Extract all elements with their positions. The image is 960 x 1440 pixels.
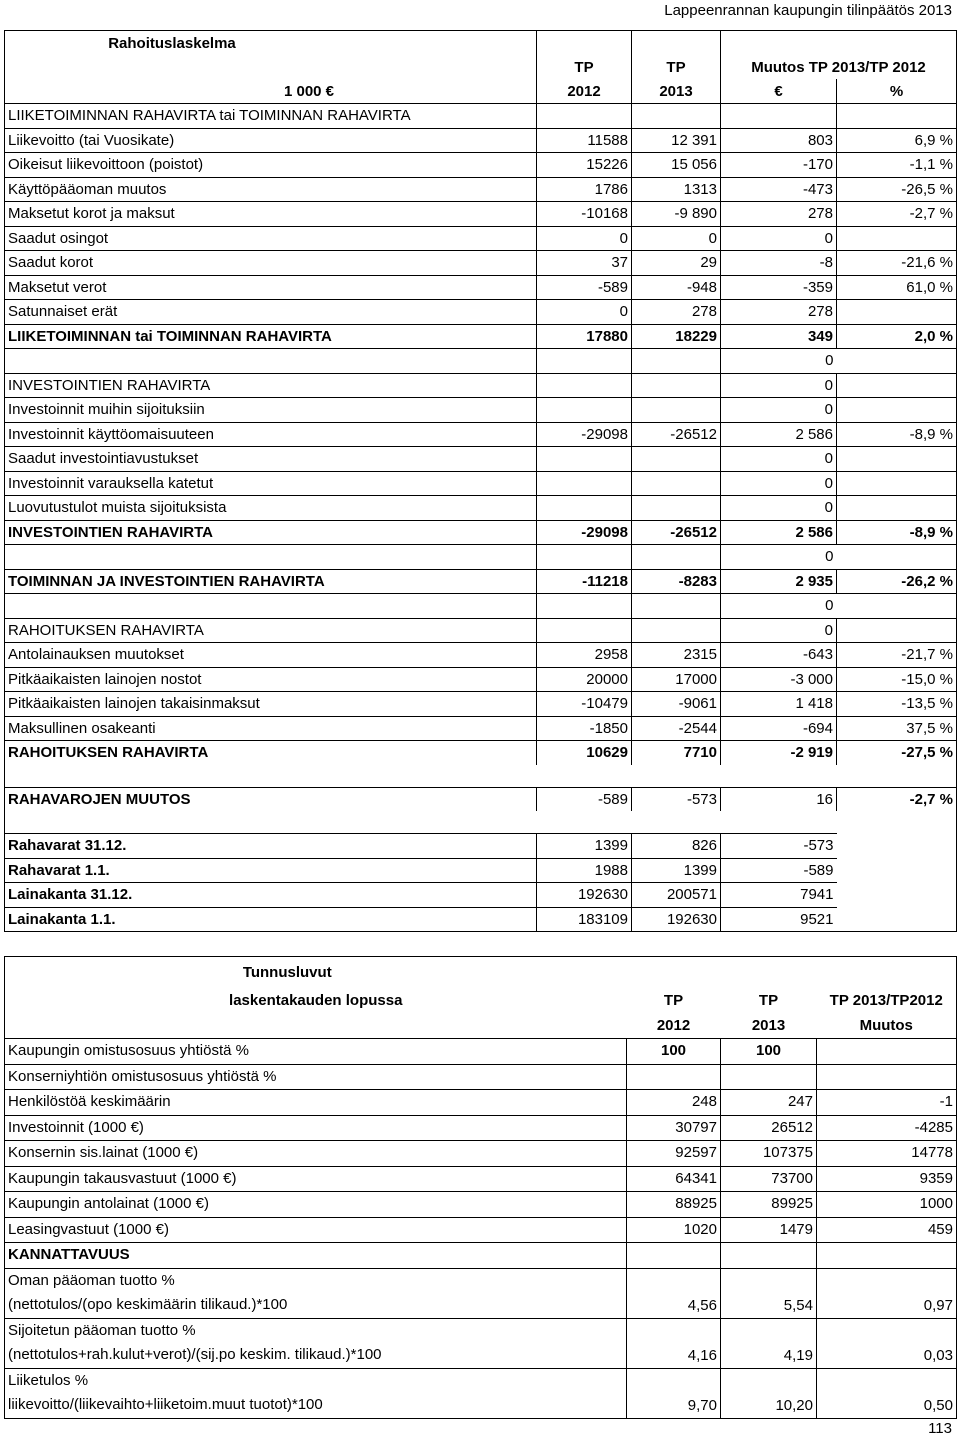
cell-v2012: -10479 [537, 692, 632, 717]
ratio-label: Konsernin sis.lainat (1000 €) [5, 1141, 627, 1167]
ratio-v2013: 100 [721, 1039, 817, 1065]
ratio-chg [817, 1064, 957, 1090]
ratio-v2012: 9,70 [627, 1368, 721, 1418]
cash-flow-row [5, 398, 957, 423]
row-label: Oikeisut liikevoittoon (poistot) [5, 153, 537, 178]
ratio-label: Kaupungin antolainat (1000 €) [5, 1192, 627, 1218]
ratio-label [5, 1268, 627, 1318]
cell-v2013: -9061 [632, 692, 721, 717]
cell-chg [721, 104, 837, 129]
col-tp-2013: TP [632, 55, 721, 79]
cell-chg: 278 [721, 202, 837, 227]
ratio-chg [817, 1243, 957, 1269]
ratio-row [5, 1090, 957, 1116]
ratio-label-line1: Sijoitetun pääoman tuotto % [8, 1321, 196, 1339]
cash-flow-row [5, 104, 957, 129]
ratio-row [5, 1064, 957, 1090]
cell-pct [837, 398, 957, 423]
cell-v2012 [537, 618, 632, 643]
ratio-chg: 0,97 [817, 1268, 957, 1318]
cell-v2012 [537, 104, 632, 129]
cell-pct: -2,7 % [837, 787, 957, 811]
cell-v2013: 2315 [632, 643, 721, 668]
cell-v2012: -11218 [537, 569, 632, 594]
cell-v2012 [537, 545, 632, 570]
cell-v2012: 192630 [537, 883, 632, 908]
cell-v2012: -589 [537, 275, 632, 300]
cash-flow-row [5, 834, 957, 859]
cell-v2013: 12 391 [632, 128, 721, 153]
ratios-change-header: TP 2013/TP2012 [829, 992, 943, 1010]
cell-chg: 1 418 [721, 692, 837, 717]
ratio-v2013: 4,19 [721, 1318, 817, 1368]
cash-flow-row [5, 741, 957, 765]
cell-v2012: -1850 [537, 716, 632, 741]
ratio-row [5, 1243, 957, 1269]
cell-v2013: -26512 [632, 422, 721, 447]
ratio-v2013: 247 [721, 1090, 817, 1116]
cell-v2013: -8283 [632, 569, 721, 594]
row-label [5, 811, 537, 834]
cell-pct [837, 226, 957, 251]
ratio-chg: 9359 [817, 1166, 957, 1192]
year-2013: 2013 [632, 79, 721, 104]
cell-v2012 [537, 447, 632, 472]
cell-v2013 [632, 373, 721, 398]
cell-pct: -26,2 % [837, 569, 957, 594]
row-label: Rahavarat 1.1. [5, 858, 537, 883]
row-label: Investoinnit varauksella katetut [5, 471, 537, 496]
cell-v2012: 17880 [537, 324, 632, 349]
cell-pct: -8,9 % [837, 520, 957, 545]
ratio-chg [817, 1039, 957, 1065]
ratio-label: Kaupungin omistusosuus yhtiöstä % [5, 1039, 627, 1065]
eur-header: € [721, 79, 837, 104]
cell-v2013: -948 [632, 275, 721, 300]
cash-flow-row [5, 858, 957, 883]
ratio-formula: (nettotulos+rah.kulut+verot)/(sij.po keskim. tilikaud.)*100 [8, 1346, 382, 1363]
cell-chg: 0 [721, 398, 837, 423]
cell-chg: 0 [721, 618, 837, 643]
cell-pct: -27,5 % [837, 741, 957, 765]
cash-flow-row [5, 787, 957, 811]
cell-pct [837, 811, 957, 834]
pct-header: % [837, 79, 957, 104]
row-label: Investoinnit käyttöomaisuuteen [5, 422, 537, 447]
cell-pct [837, 471, 957, 496]
cell-chg: 9521 [721, 907, 837, 932]
cell-pct: 6,9 % [837, 128, 957, 153]
cell-pct [837, 883, 957, 908]
ratio-v2013: 5,54 [721, 1268, 817, 1318]
cell-pct [837, 858, 957, 883]
ratio-v2012: 64341 [627, 1166, 721, 1192]
cell-v2012 [537, 373, 632, 398]
ratio-v2012 [627, 1243, 721, 1269]
ratio-row [5, 1166, 957, 1192]
cash-flow-row [5, 447, 957, 472]
ratio-v2013: 73700 [721, 1166, 817, 1192]
cell-pct [837, 496, 957, 521]
cell-v2012: 37 [537, 251, 632, 276]
cell-chg: 0 [721, 594, 837, 619]
year-2012: 2012 [537, 79, 632, 104]
cell-chg: -170 [721, 153, 837, 178]
cash-flow-row [5, 349, 957, 374]
ratio-row [5, 1192, 957, 1218]
ratio-row [5, 1141, 957, 1167]
cell-pct: -8,9 % [837, 422, 957, 447]
cell-v2012: 0 [537, 300, 632, 325]
cell-v2013 [632, 545, 721, 570]
ratio-v2012: 4,16 [627, 1318, 721, 1368]
ratio-label-line1: Liiketulos % [8, 1371, 89, 1389]
row-label: Rahavarat 31.12. [5, 834, 537, 859]
row-label: Saadut korot [5, 251, 537, 276]
cell-v2013: 1399 [632, 858, 721, 883]
cell-chg: 16 [721, 787, 837, 811]
cell-pct: -1,1 % [837, 153, 957, 178]
cash-flow-row [5, 496, 957, 521]
page-header: Lappeenrannan kaupungin tilinpäätös 2013 [664, 2, 952, 19]
cash-flow-row [5, 153, 957, 178]
cell-v2013: 278 [632, 300, 721, 325]
ratio-v2012: 248 [627, 1090, 721, 1116]
row-label [5, 594, 537, 619]
cell-v2013 [632, 349, 721, 374]
cell-v2013: 7710 [632, 741, 721, 765]
ratio-label: Henkilöstöä keskimäärin [5, 1090, 627, 1116]
row-label: Luovutustulot muista sijoituksista [5, 496, 537, 521]
cell-chg: 803 [721, 128, 837, 153]
cell-v2012: 1399 [537, 834, 632, 859]
cell-chg: 2 935 [721, 569, 837, 594]
ratio-label: Investoinnit (1000 €) [5, 1115, 627, 1141]
ratio-label: Konserniyhtiön omistusosuus yhtiöstä % [5, 1064, 627, 1090]
ratio-v2012: 88925 [627, 1192, 721, 1218]
row-label: INVESTOINTIEN RAHAVIRTA [5, 373, 537, 398]
cell-pct [837, 373, 957, 398]
cell-v2012: 1786 [537, 177, 632, 202]
cash-flow-row [5, 765, 957, 788]
ratios-table [4, 956, 957, 1419]
ratio-row [5, 1039, 957, 1065]
cell-v2013 [632, 618, 721, 643]
cell-chg: 2 586 [721, 422, 837, 447]
cell-v2012 [537, 349, 632, 374]
ratio-label [5, 1318, 627, 1368]
ratios-year-2012: 2012 [656, 1016, 691, 1034]
cell-pct [837, 349, 957, 374]
cell-v2013: 0 [632, 226, 721, 251]
ratio-chg: 14778 [817, 1141, 957, 1167]
cash-flow-row [5, 422, 957, 447]
cash-flow-table [4, 30, 957, 932]
cell-chg: 0 [721, 471, 837, 496]
cell-v2012: 11588 [537, 128, 632, 153]
ratios-title: Tunnusluvut [242, 964, 332, 981]
cell-chg: 0 [721, 496, 837, 521]
ratio-label: Leasingvastuut (1000 €) [5, 1217, 627, 1243]
cash-flow-row [5, 226, 957, 251]
cash-flow-row [5, 811, 957, 834]
cell-v2013: -9 890 [632, 202, 721, 227]
cell-chg: 0 [721, 373, 837, 398]
cell-chg: -589 [721, 858, 837, 883]
cell-chg: 0 [721, 447, 837, 472]
row-label: RAHOITUKSEN RAHAVIRTA [5, 618, 537, 643]
row-label: Pitkäaikaisten lainojen takaisinmaksut [5, 692, 537, 717]
cell-pct: -26,5 % [837, 177, 957, 202]
cell-chg [721, 765, 837, 788]
ratio-v2013: 26512 [721, 1115, 817, 1141]
cell-v2013: 1313 [632, 177, 721, 202]
cell-v2012 [537, 765, 632, 788]
cell-chg: -8 [721, 251, 837, 276]
cash-flow-row [5, 520, 957, 545]
ratios-change-sub: Muutos [859, 1016, 913, 1034]
cell-v2013 [632, 765, 721, 788]
row-label: LIIKETOIMINNAN tai TOIMINNAN RAHAVIRTA [5, 324, 537, 349]
cell-v2013: 17000 [632, 667, 721, 692]
cell-v2013 [632, 811, 721, 834]
cell-pct [837, 594, 957, 619]
cell-chg: -573 [721, 834, 837, 859]
cash-flow-row [5, 177, 957, 202]
cash-flow-row [5, 883, 957, 908]
cell-chg: 0 [721, 226, 837, 251]
cash-flow-row [5, 692, 957, 717]
cash-flow-row [5, 667, 957, 692]
row-label [5, 765, 537, 788]
cell-v2013: 826 [632, 834, 721, 859]
cell-pct: -2,7 % [837, 202, 957, 227]
cell-v2012: 10629 [537, 741, 632, 765]
cell-v2013 [632, 471, 721, 496]
unit-label: 1 000 € [283, 82, 335, 100]
cash-flow-row [5, 300, 957, 325]
ratio-v2013: 1479 [721, 1217, 817, 1243]
cell-chg: 349 [721, 324, 837, 349]
cell-v2013 [632, 447, 721, 472]
cell-chg: -359 [721, 275, 837, 300]
cell-v2012 [537, 471, 632, 496]
cell-pct: -15,0 % [837, 667, 957, 692]
cell-pct [837, 545, 957, 570]
row-label: Investoinnit muihin sijoituksiin [5, 398, 537, 423]
cash-flow-row [5, 324, 957, 349]
cell-pct: -13,5 % [837, 692, 957, 717]
cell-pct [837, 765, 957, 788]
ratio-formula: (nettotulos/(opo keskimäärin tilikaud.)*100 [8, 1296, 288, 1313]
cell-chg: -473 [721, 177, 837, 202]
cash-flow-row [5, 275, 957, 300]
cell-v2013 [632, 398, 721, 423]
page-number: 113 [928, 1420, 952, 1437]
cell-chg: 0 [721, 349, 837, 374]
row-label: Saadut investointiavustukset [5, 447, 537, 472]
col-tp-2012: TP [537, 55, 632, 79]
cell-v2012: -29098 [537, 422, 632, 447]
cell-v2012 [537, 811, 632, 834]
row-label: Lainakanta 1.1. [5, 907, 537, 932]
row-label: Lainakanta 31.12. [5, 883, 537, 908]
ratio-formula: liikevoitto/(liikevaihto+liiketoim.muut tuotot)*100 [8, 1396, 323, 1413]
cell-v2012: -10168 [537, 202, 632, 227]
cash-flow-row [5, 251, 957, 276]
cell-v2012: 0 [537, 226, 632, 251]
cell-chg [721, 811, 837, 834]
ratio-chg: 0,03 [817, 1318, 957, 1368]
cell-pct: 2,0 % [837, 324, 957, 349]
cell-v2012 [537, 496, 632, 521]
row-label [5, 545, 537, 570]
ratio-v2012: 100 [627, 1039, 721, 1065]
row-label: Maksetut korot ja maksut [5, 202, 537, 227]
row-label: Satunnaiset erät [5, 300, 537, 325]
cell-v2012: 1988 [537, 858, 632, 883]
ratio-row [5, 1368, 957, 1418]
cell-v2013 [632, 594, 721, 619]
cell-pct [837, 447, 957, 472]
ratios-col-tp-2012: TP [663, 992, 684, 1010]
ratios-year-2013: 2013 [751, 1016, 786, 1034]
row-label [5, 349, 537, 374]
ratio-chg: -1 [817, 1090, 957, 1116]
ratio-v2013 [721, 1243, 817, 1269]
row-label: Käyttöpääoman muutos [5, 177, 537, 202]
ratio-row [5, 1217, 957, 1243]
cell-v2013: 200571 [632, 883, 721, 908]
ratio-chg: 459 [817, 1217, 957, 1243]
cell-v2013: -26512 [632, 520, 721, 545]
ratio-row [5, 1318, 957, 1368]
row-label: TOIMINNAN JA INVESTOINTIEN RAHAVIRTA [5, 569, 537, 594]
cell-pct [837, 104, 957, 129]
cell-pct: -21,7 % [837, 643, 957, 668]
ratio-v2012: 1020 [627, 1217, 721, 1243]
cell-v2012: 2958 [537, 643, 632, 668]
row-label: Maksetut verot [5, 275, 537, 300]
cash-flow-row [5, 471, 957, 496]
row-label: Maksullinen osakeanti [5, 716, 537, 741]
ratio-v2013: 89925 [721, 1192, 817, 1218]
cell-v2012 [537, 594, 632, 619]
row-label: RAHAVAROJEN MUUTOS [5, 787, 537, 811]
cell-v2013 [632, 104, 721, 129]
cell-v2013: -573 [632, 787, 721, 811]
cell-pct [837, 834, 957, 859]
cell-chg: -2 919 [721, 741, 837, 765]
ratio-row [5, 1115, 957, 1141]
cash-flow-row [5, 907, 957, 932]
ratio-chg: -4285 [817, 1115, 957, 1141]
cell-v2013: -2544 [632, 716, 721, 741]
cell-v2012: -589 [537, 787, 632, 811]
cell-pct: -21,6 % [837, 251, 957, 276]
ratio-chg: 0,50 [817, 1368, 957, 1418]
change-header: Muutos TP 2013/TP 2012 [721, 55, 957, 79]
ratio-v2012: 4,56 [627, 1268, 721, 1318]
cell-v2013: 29 [632, 251, 721, 276]
cash-flow-row [5, 128, 957, 153]
cash-flow-row [5, 618, 957, 643]
cash-flow-row [5, 716, 957, 741]
row-label: Pitkäaikaisten lainojen nostot [5, 667, 537, 692]
ratio-v2012 [627, 1064, 721, 1090]
cell-v2012: -29098 [537, 520, 632, 545]
ratios-subtitle: laskentakauden lopussa [229, 992, 403, 1010]
cell-pct [837, 907, 957, 932]
cash-flow-title: Rahoituslaskelma [108, 34, 236, 52]
ratio-label [5, 1368, 627, 1418]
cell-chg: -3 000 [721, 667, 837, 692]
row-label: INVESTOINTIEN RAHAVIRTA [5, 520, 537, 545]
row-label: Saadut osingot [5, 226, 537, 251]
cash-flow-row [5, 643, 957, 668]
row-label: Liikevoitto (tai Vuosikate) [5, 128, 537, 153]
cash-flow-row [5, 569, 957, 594]
cell-pct [837, 300, 957, 325]
row-label: LIIKETOIMINNAN RAHAVIRTA tai TOIMINNAN RAHAVIRTA [5, 104, 537, 129]
cash-flow-row [5, 594, 957, 619]
cell-pct [837, 618, 957, 643]
ratio-label: KANNATTAVUUS [5, 1243, 627, 1269]
cell-chg: 7941 [721, 883, 837, 908]
ratio-v2013: 107375 [721, 1141, 817, 1167]
ratio-label-line1: Oman pääoman tuotto % [8, 1271, 175, 1289]
cell-chg: 278 [721, 300, 837, 325]
ratio-v2013 [721, 1064, 817, 1090]
cell-v2012: 15226 [537, 153, 632, 178]
cash-flow-row [5, 545, 957, 570]
cell-v2013: 15 056 [632, 153, 721, 178]
cell-v2012: 20000 [537, 667, 632, 692]
ratios-col-tp-2013: TP [758, 992, 779, 1010]
row-label: Antolainauksen muutokset [5, 643, 537, 668]
ratio-v2013: 10,20 [721, 1368, 817, 1418]
cell-v2013: 192630 [632, 907, 721, 932]
cell-v2012 [537, 398, 632, 423]
cell-pct: 37,5 % [837, 716, 957, 741]
cell-chg: 2 586 [721, 520, 837, 545]
cell-v2012: 183109 [537, 907, 632, 932]
cell-chg: 0 [721, 545, 837, 570]
row-label: RAHOITUKSEN RAHAVIRTA [5, 741, 537, 765]
cell-chg: -643 [721, 643, 837, 668]
ratio-row [5, 1268, 957, 1318]
cash-flow-row [5, 202, 957, 227]
cell-pct: 61,0 % [837, 275, 957, 300]
ratio-v2012: 92597 [627, 1141, 721, 1167]
cell-v2013: 18229 [632, 324, 721, 349]
ratio-label: Kaupungin takausvastuut (1000 €) [5, 1166, 627, 1192]
ratio-chg: 1000 [817, 1192, 957, 1218]
cell-chg: -694 [721, 716, 837, 741]
ratio-v2012: 30797 [627, 1115, 721, 1141]
cell-v2013 [632, 496, 721, 521]
cash-flow-row [5, 373, 957, 398]
